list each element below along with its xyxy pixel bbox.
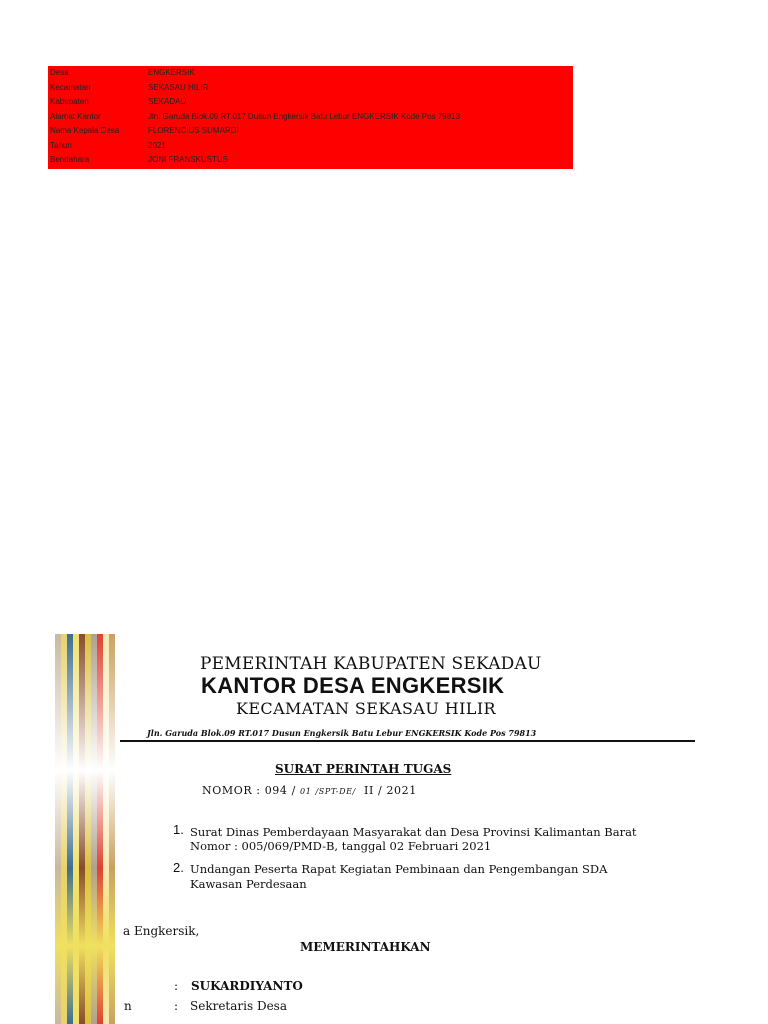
assignee-position: Sekretaris Desa — [190, 999, 287, 1013]
info-value: SEKADAU — [148, 97, 187, 106]
info-table — [48, 66, 573, 169]
command-heading: MEMERINTAHKAN — [300, 940, 431, 954]
info-row-alamat — [48, 110, 573, 124]
assignee-name: SUKARDIYANTO — [191, 979, 303, 993]
reference-2-line-2: Kawasan Perdesaan — [190, 877, 307, 891]
info-value: 2021 — [148, 141, 166, 150]
reference-number-1: 1. — [173, 822, 184, 837]
info-label: Alamat Kantor — [50, 112, 101, 121]
greeting-fragment: a Engkersik, — [123, 924, 200, 938]
letterhead-divider — [120, 740, 695, 742]
info-label: Kecamatan — [50, 83, 91, 92]
reference-number-2: 2. — [173, 860, 184, 875]
nomor-prefix: NOMOR : 094 / — [202, 784, 296, 797]
info-value: Jln. Garuda Blok.09 RT.017 Dusun Engkersik Batu Lebur ENGKERSIK Kode Pos 79813 — [148, 112, 461, 121]
info-row-bendahara — [48, 153, 573, 167]
letterhead-government: PEMERINTAH KABUPATEN SEKADAU — [200, 654, 542, 674]
info-value: JONI FRANSKUSTUS — [148, 155, 229, 164]
letterhead-district: KECAMATAN SEKASAU HILIR — [236, 699, 496, 718]
info-row-tahun — [48, 139, 573, 153]
reference-2-line-1: Undangan Peserta Rapat Kegiatan Pembinaan dan Pengembangan SDA — [190, 862, 608, 876]
nomor-code: /SPT-DE/ — [315, 787, 356, 796]
info-label: Desa — [50, 68, 69, 77]
reference-1-line-1: Surat Dinas Pemberdayaan Masyarakat dan Desa Provinsi Kalimantan Barat — [190, 825, 637, 839]
info-label: Nama Kepala Desa — [50, 126, 120, 135]
colon-name: : — [174, 979, 179, 993]
nomor-month: 01 — [300, 787, 312, 796]
nomor-roman: II — [364, 784, 374, 797]
letter-title: SURAT PERINTAH TUGAS — [275, 762, 452, 776]
info-value: ENGKERSIK — [148, 68, 195, 77]
nomor-year: / 2021 — [378, 784, 417, 797]
letterhead-stripe-logo — [55, 634, 115, 1024]
info-label: Tahun — [50, 141, 72, 150]
stripe-band — [109, 634, 115, 1024]
info-label: Kabupaten — [50, 97, 89, 106]
assignee-label-fragment: n — [124, 999, 132, 1013]
info-row-kepala-desa — [48, 124, 573, 138]
info-row-desa — [48, 66, 573, 80]
letterhead-office: KANTOR DESA ENGKERSIK — [201, 673, 505, 698]
info-label: Bendahara — [50, 155, 90, 164]
info-value: SEKASAU HILIR — [148, 83, 209, 92]
info-row-kabupaten — [48, 95, 573, 109]
reference-1-line-2: Nomor : 005/069/PMD-B, tanggal 02 Februari 2021 — [190, 839, 492, 853]
colon-position: : — [174, 999, 179, 1013]
info-value: FLORENCIUS SUMARDI — [148, 126, 239, 135]
info-row-kecamatan — [48, 81, 573, 95]
letterhead-address: Jln. Garuda Blok.09 RT.017 Dusun Engkersik Batu Lebur ENGKERSIK Kode Pos 79813 — [147, 728, 537, 738]
letter-number — [202, 784, 417, 797]
